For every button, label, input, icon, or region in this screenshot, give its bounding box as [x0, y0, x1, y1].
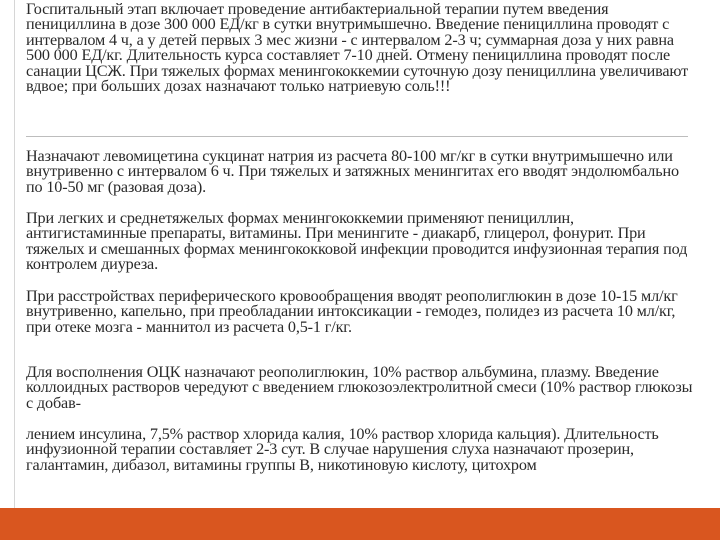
paragraph-mild-forms: [26, 211, 698, 273]
paragraph-chloramphenicol: [26, 149, 698, 195]
paragraph-hospital-stage: [26, 2, 698, 94]
paragraph-infusion-continuation: [26, 427, 698, 473]
paragraph-circulation-disorders: [26, 289, 698, 335]
paragraph-text: Назначают левомицетина сукцинат натрия из расчета 80-100 мг/кг в сутки внутримышечно или внутривенно с интервалом 6 ч. При тяжелых и затяжных менингитах его вводят эндолюмбально по 10-50 мг (разовая доза).: [26, 147, 679, 196]
paragraph-text: При расстройствах периферического кровообращения вводят реополиглюкин в дозе 10-15 мл/кг внутривенно, капельно, при преобладании интоксикации - гемодез, полидез из расчета 10 мл/кг, при отеке мозга - маннитол из расчета 0,5-1 г/кг.: [26, 287, 678, 336]
paragraph-text: Для восполнения ОЦК назначают реополиглюкин, 10% раствор альбумина, плазму. Введение коллоидных растворов чередуют с введением глюкозоэлектролитной смеси (10% раствор глюкозы с добав-: [26, 363, 693, 412]
paragraph-text: лением инсулина, 7,5% раствор хлорида калия, 10% раствор хлорида кальция). Длительность инфузионной терапии составляет 2-3 сут. В случае нарушения слуха назначают прозерин, галантамин, дибазол, витамины группы В, никотиновую кислоту, цитохром: [26, 425, 659, 474]
paragraph-text: Госпитальный этап включает проведение антибактериальной терапии путем введения пенициллина в дозе 300 000 ЕД/кг в сутки внутримышечно. Введение пенициллина проводят с интервалом 4 ч, а у детей первых 3 мес жизни - с интервалом 2-3 ч; суммарная доза у них равна 500 000 ЕД/кг. Длительность курса составляет 7-10 дней. Отмену пенициллина проводят после санации ЦСЖ. При тяжелых формах менингококкемии суточную дозу пенициллина увеличивают вдвое; при больших дозах назначают только натриевую соль!!!: [26, 0, 689, 96]
paragraph-text: При легких и среднетяжелых формах менингококкемии применяют пенициллин, антигистаминные препараты, витамины. При менингите - диакарб, глицерол, фонурит. При тяжелых и смешанных формах менингококковой инфекции проводится инфузионная терапия под контролем диуреза.: [26, 209, 688, 274]
paragraph-divider: [26, 136, 688, 137]
left-margin-rule: [14, 0, 15, 508]
footer-accent-band: [0, 508, 720, 540]
paragraph-blood-volume: [26, 365, 698, 411]
